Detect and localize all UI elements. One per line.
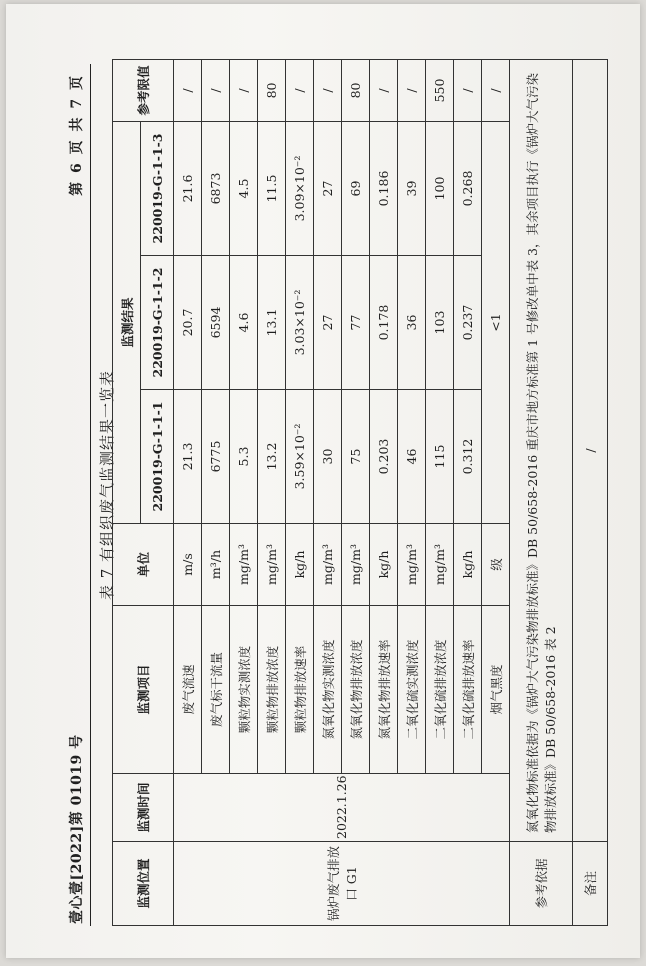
rotated-content [6, 4, 646, 966]
unit-cell: 级 [482, 524, 510, 606]
unit-cell: mg/m³ [342, 524, 370, 606]
item-cell: 废气流速 [174, 606, 202, 774]
document-number: 壹心壹[2022]第 01019 号 [69, 734, 85, 924]
unit-cell: kg/h [370, 524, 398, 606]
value-cell: 46 [398, 390, 426, 524]
unit-cell: mg/m³ [426, 524, 454, 606]
item-cell: 二氧化硫排放速率 [454, 606, 482, 774]
value-cell-merged: <1 [482, 121, 510, 523]
limit-cell: 80 [258, 59, 286, 121]
value-cell: 4.5 [230, 121, 258, 255]
value-cell: 77 [342, 256, 370, 390]
table-title: 表 7 有组织废气监测结果一览表 [98, 369, 116, 601]
value-cell: 0.268 [454, 121, 482, 255]
unit-cell: mg/m³ [314, 524, 342, 606]
item-cell: 氮氧化物实测浓度 [314, 606, 342, 774]
value-cell: 6873 [202, 121, 230, 255]
value-cell: 20.7 [174, 256, 202, 390]
unit-cell: kg/h [454, 524, 482, 606]
item-cell: 颗粒物实测浓度 [230, 606, 258, 774]
time-cell: 2022.1.26 [174, 774, 510, 842]
col-unit: 单位 [113, 524, 174, 606]
item-cell: 二氧化硫排放浓度 [426, 606, 454, 774]
value-cell: 0.312 [454, 390, 482, 524]
value-cell: 21.3 [174, 390, 202, 524]
value-cell: 69 [342, 121, 370, 255]
basis-row [510, 59, 573, 925]
value-cell: 0.203 [370, 390, 398, 524]
value-cell: 3.03×10⁻² [286, 256, 314, 390]
unit-cell: m³/h [202, 524, 230, 606]
col-item: 监测项目 [113, 606, 174, 774]
unit-cell: mg/m³ [230, 524, 258, 606]
value-cell: 21.6 [174, 121, 202, 255]
value-cell: 3.59×10⁻² [286, 390, 314, 524]
value-cell: 27 [314, 121, 342, 255]
basis-text: 氮氧化物标准依据为《锅炉大气污染物排放标准》DB 50/658-2016 重庆市地方标准第 1 号修改单中表 3，其余项目执行《锅炉大气污染物排放标准》DB 50/658-2016 表 2 [510, 59, 573, 841]
value-cell: 0.237 [454, 256, 482, 390]
remark-label: 备注 [573, 842, 608, 926]
item-cell: 废气标干流量 [202, 606, 230, 774]
limit-cell: / [230, 59, 258, 121]
value-cell: 3.09×10⁻² [286, 121, 314, 255]
value-cell: 103 [426, 256, 454, 390]
value-cell: 6775 [202, 390, 230, 524]
value-cell: 100 [426, 121, 454, 255]
results-table [112, 59, 608, 926]
limit-cell: / [454, 59, 482, 121]
col-sample-1: 220019-G-1-1-1 [141, 390, 174, 524]
page-number: 第 6 页 共 7 页 [69, 74, 85, 196]
value-cell: 36 [398, 256, 426, 390]
location-cell: 锅炉废气排放口 G1 [174, 842, 510, 926]
item-cell: 氮氧化物排放浓度 [342, 606, 370, 774]
limit-cell: / [314, 59, 342, 121]
value-cell: 6594 [202, 256, 230, 390]
limit-cell: 550 [426, 59, 454, 121]
item-cell: 颗粒物排放浓度 [258, 606, 286, 774]
limit-cell: / [370, 59, 398, 121]
unit-cell: m/s [174, 524, 202, 606]
limit-cell: 80 [342, 59, 370, 121]
value-cell: 0.178 [370, 256, 398, 390]
value-cell: 4.6 [230, 256, 258, 390]
basis-label: 参考依据 [510, 842, 573, 926]
document-page [6, 4, 640, 958]
value-cell: 13.2 [258, 390, 286, 524]
limit-cell: / [202, 59, 230, 121]
value-cell: 13.1 [258, 256, 286, 390]
value-cell: 27 [314, 256, 342, 390]
col-sample-2: 220019-G-1-1-2 [141, 256, 174, 390]
unit-cell: kg/h [286, 524, 314, 606]
item-cell: 二氧化硫实测浓度 [398, 606, 426, 774]
table-row [174, 59, 202, 925]
value-cell: 75 [342, 390, 370, 524]
limit-cell: / [398, 59, 426, 121]
col-location: 监测位置 [113, 842, 174, 926]
col-sample-3: 220019-G-1-1-3 [141, 121, 174, 255]
header-rule [90, 64, 91, 926]
col-results: 监测结果 [113, 121, 141, 523]
value-cell: 5.3 [230, 390, 258, 524]
value-cell: 115 [426, 390, 454, 524]
limit-cell: / [482, 59, 510, 121]
value-cell: 39 [398, 121, 426, 255]
remark-row [573, 59, 608, 925]
item-cell: 氮氧化物排放速率 [370, 606, 398, 774]
unit-cell: mg/m³ [398, 524, 426, 606]
item-cell: 烟气黑度 [482, 606, 510, 774]
limit-cell: / [286, 59, 314, 121]
item-cell: 颗粒物排放速率 [286, 606, 314, 774]
value-cell: 11.5 [258, 121, 286, 255]
value-cell: 0.186 [370, 121, 398, 255]
col-limit: 参考限值 [113, 59, 174, 121]
limit-cell: / [174, 59, 202, 121]
value-cell: 30 [314, 390, 342, 524]
col-time: 监测时间 [113, 774, 174, 842]
results-table-wrap [112, 60, 608, 926]
remark-text: / [573, 59, 608, 841]
unit-cell: mg/m³ [258, 524, 286, 606]
